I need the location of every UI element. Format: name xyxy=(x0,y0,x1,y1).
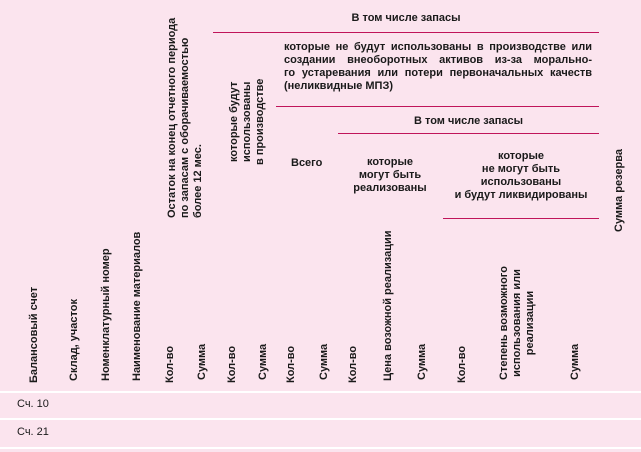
rule-incl-stocks-2 xyxy=(338,133,599,134)
incl-stocks-second-label: В том числе запасы xyxy=(413,115,523,127)
qty-label-5: Кол-во xyxy=(456,345,468,383)
warehouse-label: Склад, участок xyxy=(68,299,80,381)
material-name-label: Наименование материалов xyxy=(131,231,143,381)
reserve-sum-label: Сумма резерва xyxy=(613,149,625,232)
qty-label-3: Кол-во xyxy=(285,345,297,383)
qty-label-4: Кол-во xyxy=(347,345,359,383)
sum-label-4: Сумма xyxy=(416,343,428,380)
liquidate-label: которые не могут быть использованы и будут ликвидированы xyxy=(454,150,588,201)
rule-not-used xyxy=(276,106,599,107)
total-label: Всего xyxy=(291,157,323,169)
qty-label-1: Кол-во xyxy=(164,345,176,383)
qty-label-2: Кол-во xyxy=(226,345,238,383)
used-in-production-label: которые будут использованы в производстве xyxy=(228,78,266,165)
row-separator-1 xyxy=(0,391,641,393)
table-row-account: Сч. 10 xyxy=(17,398,49,410)
balance-account-label: Балансовый счет xyxy=(28,286,40,383)
degree-label: Степень возможного использования или реализации xyxy=(498,266,536,380)
row-separator-3 xyxy=(0,447,641,449)
item-number-label: Номенклатурный номер xyxy=(100,248,112,381)
sum-label-3: Сумма xyxy=(318,343,330,380)
can-be-sold-label: которые могут быть реализованы xyxy=(353,156,427,194)
sum-label-1: Сумма xyxy=(196,343,208,380)
row-separator-2 xyxy=(0,418,641,420)
table-row-account: Сч. 21 xyxy=(17,426,49,438)
rule-incl-stocks xyxy=(213,32,599,33)
sum-label-2: Сумма xyxy=(257,343,269,380)
incl-stocks-top-label: В том числе запасы xyxy=(351,12,461,24)
sum-label-5: Сумма xyxy=(569,343,581,380)
remainder-label: Остаток на конец отчетного периода по запасам с оборачиваемостью более 12 мес. xyxy=(166,17,204,218)
sale-price-label: Цена возожной реализации xyxy=(382,230,394,381)
not-used-label: которые не будут использованы в производстве или создании внеоборотных активов из-за морально- го устаревания или потери первоначальных качеств (неликвидные МПЗ) xyxy=(284,41,592,92)
rule-liquidate xyxy=(443,218,599,219)
